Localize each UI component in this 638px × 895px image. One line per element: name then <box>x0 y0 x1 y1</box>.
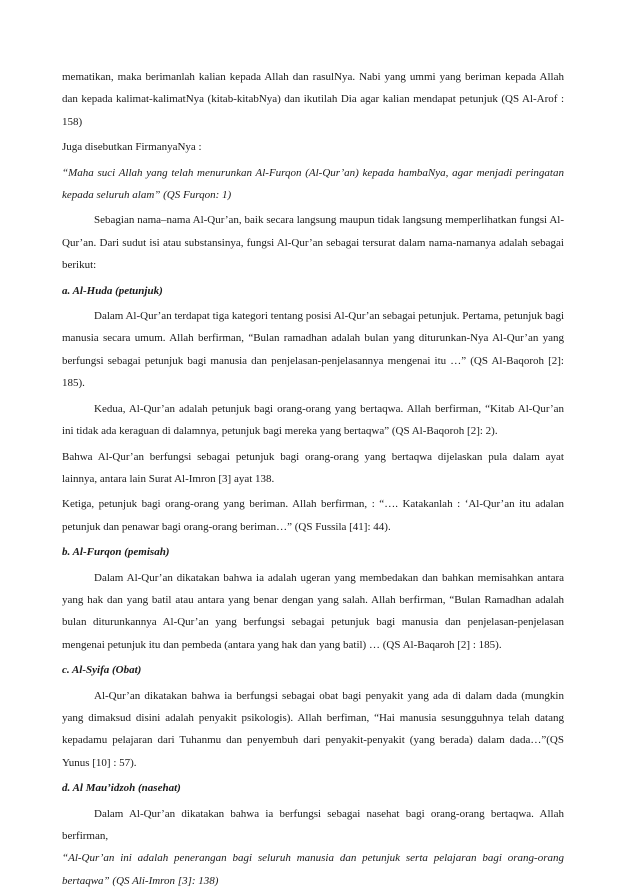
quote-ali-imron: “Al-Qur’an ini adalah penerangan bagi seluruh manusia dan petunjuk serta pelajaran bagi orang-orang bertaqwa” (QS Ali-Imron [3]: 138) <box>62 852 564 887</box>
paragraph-al-huda-bahwa: Bahwa Al-Qur’an berfungsi sebagai petunjuk bagi orang-orang yang bertaqwa dijelaskan pula dalam ayat lainnya, antara lain Surat Al-Imron [3] ayat 138. <box>62 450 564 485</box>
paragraph-al-huda-pertama: Dalam Al-Qur’an terdapat tiga kategori tentang posisi Al-Qur’an sebagai petunjuk. Pertama, petunjuk bagi manusia secara umum. Allah berfirman, “Bulan ramadhan adalah bulan yang diturunkan-Nya Al-Qur’an yang berfungsi sebagai petunjuk bagi manusia dan penjelasan-penjelasannya mengenai itu …” (QS Al-Baqoroh [2]: 185). <box>62 310 565 390</box>
heading-al-furqon: b. Al-Furqon (pemisah) <box>62 546 170 559</box>
heading-al-huda: a. Al-Huda (petunjuk) <box>62 284 163 297</box>
paragraph-al-huda-ketiga: Ketiga, petunjuk bagi orang-orang yang beriman. Allah berfirman, : “…. Katakanlah : ‘Al-Qur’an itu adalan petunjuk dan penawar bagi orang-orang beriman…” (QS Fussila [41]: 44). <box>62 498 564 533</box>
quote-furqon: “Maha suci Allah yang telah menurunkan Al-Furqon (Al-Qur’an) kepada hambaNya, agar menjadi peringatan kepada seluruh alam” (QS Furqon: 1) <box>62 166 564 202</box>
paragraph-juga-disebutkan: Juga disebutkan FirmanyaNya : <box>62 141 202 154</box>
paragraph-sebagian-nama: Sebagian nama–nama Al-Qur’an, baik secara langsung maupun tidak langsung memperlihatkan fungsi Al-Qur’an. Dari sudut isi atau substansinya, fungsi Al-Qur’an sebagai tersurat dalam nama-namanya adalah sebagai berikut: <box>62 214 564 272</box>
heading-al-syifa: c. Al-Syifa (Obat) <box>62 664 142 677</box>
paragraph-al-mauidzoh: Dalam Al-Qur’an dikatakan bahwa ia berfungsi sebagai nasehat bagi orang-orang bertaqwa. Allah berfirman, <box>62 807 564 842</box>
paragraph-al-syifa: Al-Qur’an dikatakan bahwa ia berfungsi sebagai obat bagi penyakit yang ada di dalam dada (mungkin yang dimaksud disini adalah penyakit psikologis). Allah berfiman, “Hai manusia sesungguhnya telah datang kepadamu pelajaran dari Tuhanmu dan penyembuh dari penyakit-penyakit (yang berada) dalam dada…”(QS Yunus [10] : 57). <box>62 689 564 769</box>
heading-al-mauidzoh: d. Al Mau’idzoh (nasehat) <box>62 782 181 795</box>
paragraph-al-furqon: Dalam Al-Qur’an dikatakan bahwa ia adalah ugeran yang membedakan dan bahkan memisahkan antara yang hak dan yang batil atau antara yang benar dengan yang salah. Allah berfirman, “Bulan Ramadhan adalah bulan diturunkannya Al-Qur’an yang berfungsi sebagai petunjuk bagi manusia dan penjelasan-penjelasan mengenai petunjuk itu dan pembeda (antara yang hak dan yang batil) … (QS Al-Baqaroh [2] : 185). <box>62 571 564 651</box>
paragraph-al-huda-kedua: Kedua, Al-Qur’an adalah petunjuk bagi orang-orang yang bertaqwa. Allah berfirman, “Kitab Al-Qur’an ini tidak ada keraguan di dalamnya, petunjuk bagi mereka yang bertaqwa” (QS Al-Baqoroh [2]: 2). <box>62 402 564 438</box>
document-page <box>62 66 564 895</box>
paragraph-mematikan: mematikan, maka berimanlah kalian kepada Allah dan rasulNya. Nabi yang ummi yang beriman kepada Allah dan kepada kalimat-kalimatNya (kitab-kitabNya) dan ikutilah Dia agar kalian mendapat petunjuk (QS Al-Arof : 158) <box>62 71 564 128</box>
